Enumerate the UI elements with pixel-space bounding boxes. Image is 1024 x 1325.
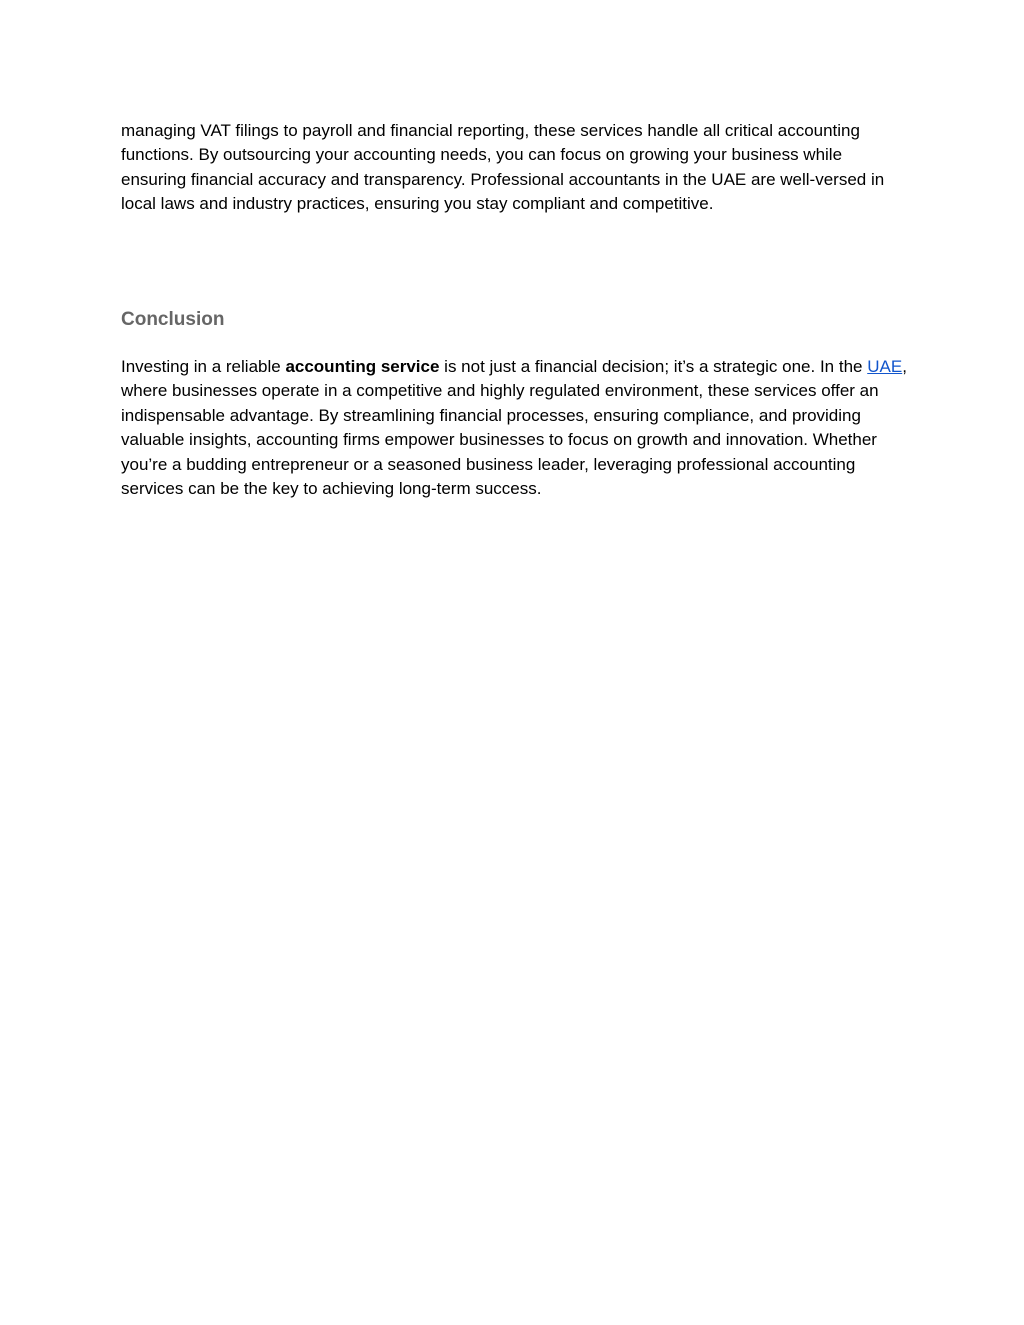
- conclusion-heading: Conclusion: [121, 309, 225, 330]
- uae-link[interactable]: UAE: [867, 357, 903, 376]
- intro-paragraph: managing VAT filings to payroll and financial reporting, these services handle all critical accounting functions. By outsourcing your accounting needs, you can focus on growing your business while ensuring financial accuracy and transparency. Professional accountants in the UAE are well-versed in local laws and industry practices, ensuring you stay compliant and competitive.: [121, 121, 885, 214]
- document-page: [121, 119, 911, 499]
- conclusion-text-middle: is not just a financial decision; it’s a strategic one. In the: [439, 357, 868, 376]
- conclusion-text-start: Investing in a reliable: [121, 357, 286, 376]
- bold-accounting-service: accounting service: [285, 357, 440, 376]
- conclusion-paragraph: [121, 355, 911, 501]
- conclusion-text-end: , where businesses operate in a competitive and highly regulated environment, these services offer an indispensable advantage. By streamlining financial processes, ensuring compliance, and providing valuable insights, accounting firms empower businesses to focus on growth and innovation. Whether you’re a budding entrepreneur or a seasoned business leader, leveraging professional accounting services can be the key to achieving long-term success.: [121, 357, 907, 499]
